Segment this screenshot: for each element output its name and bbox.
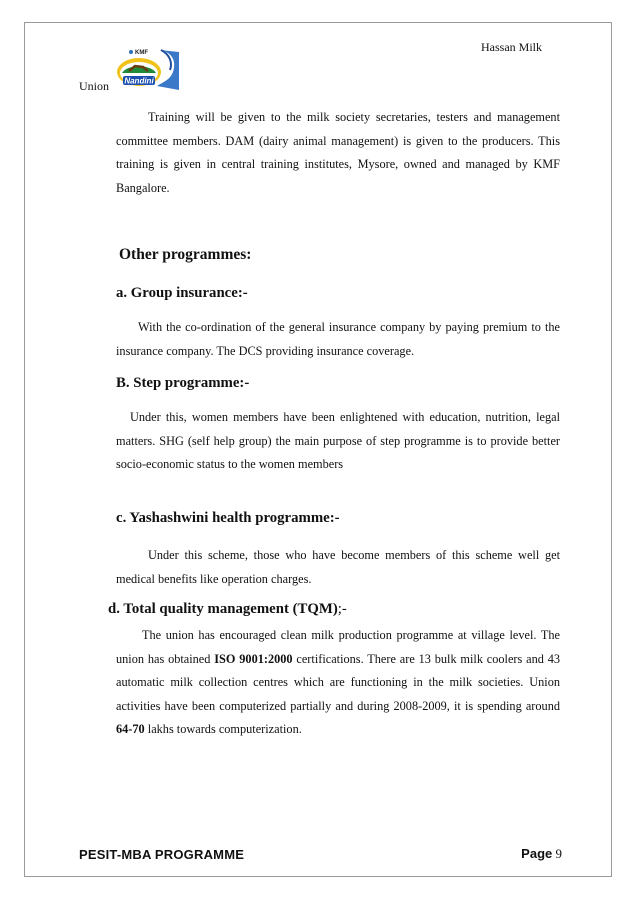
logo-brand: Nandini — [124, 76, 154, 86]
step-programme-text: Under this, women members have been enlightened with education, nutrition, legal matters. SHG (self help group) the main purpose of step programme is to provide better socio-economic status to the women members — [116, 410, 560, 471]
page-number: 9 — [555, 846, 562, 861]
nandini-logo — [113, 46, 179, 94]
group-insurance-heading: a. Group insurance:- — [116, 285, 248, 301]
tqm-heading: d. Total quality management (TQM);- — [108, 601, 347, 617]
header-union: Union — [79, 79, 109, 93]
yashashwini-heading: c. Yashashwini health programme:- — [116, 510, 340, 526]
yashashwini-text: Under this scheme, those who have become members of this scheme well get medical benefits like operation charges. — [116, 548, 560, 586]
footer-programme: PESIT-MBA PROGRAMME — [79, 847, 245, 862]
tqm-text: The union has encouraged clean milk production programme at village level. The union has obtained ISO 9001:2000 certifications. There are 13 bulk milk coolers and 43 automatic milk collection centres which are functioning in the milk societies. Union activities have been computerized partially and during 2008-2009, it is spending around 64-70 lakhs towards computerization. — [116, 628, 561, 736]
other-programmes-heading: Other programmes: — [119, 246, 252, 263]
footer-page: Page 9 — [521, 846, 562, 861]
header-title: Hassan Milk — [481, 40, 542, 54]
step-programme-heading: B. Step programme:- — [116, 375, 250, 391]
logo-kmf: KMF — [135, 50, 148, 56]
group-insurance-text: With the co-ordination of the general insurance company by paying premium to the insurance company. The DCS providing insurance coverage. — [116, 320, 560, 358]
training-paragraph: Training will be given to the milk society secretaries, testers and management committee members. DAM (dairy animal management) is given to the producers. This training is given in central training institutes, Mysore, owned and managed by KMF Bangalore. — [116, 110, 560, 195]
